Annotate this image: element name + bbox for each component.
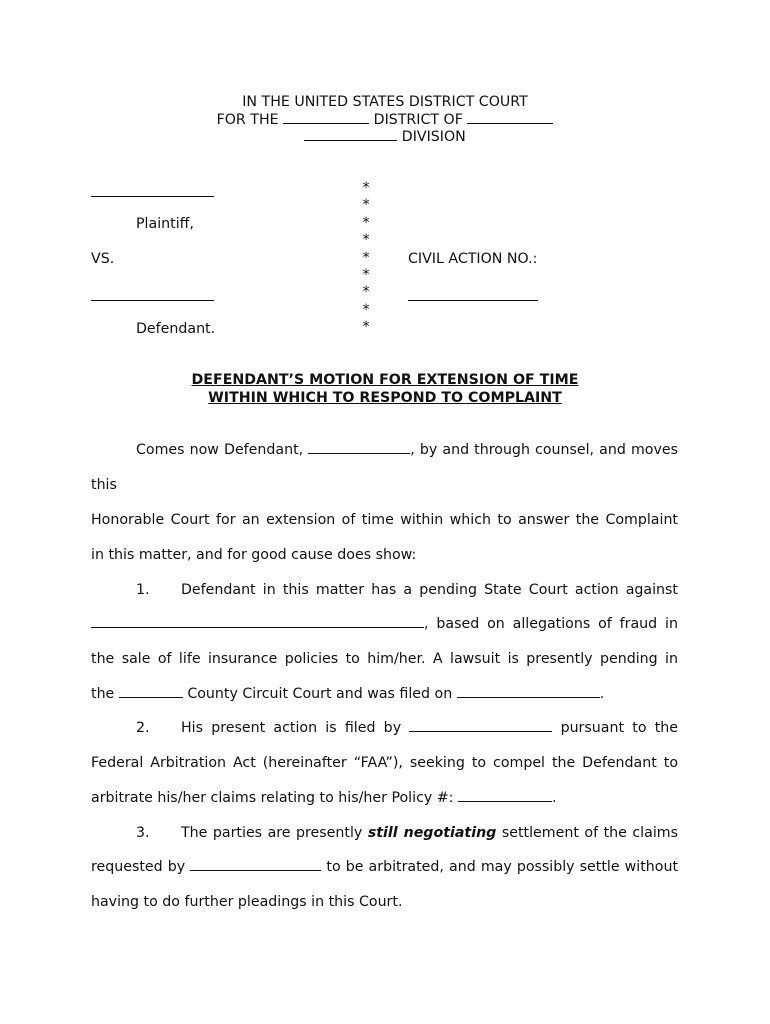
defendant-name-blank[interactable] bbox=[308, 441, 410, 454]
state-court-party-blank[interactable] bbox=[91, 615, 424, 628]
paragraph-2-number: 2. bbox=[136, 720, 150, 736]
civil-action-label: CIVIL ACTION NO.: bbox=[408, 251, 538, 267]
division-label: DIVISION bbox=[401, 129, 466, 145]
emphasis-text: still negotiating bbox=[367, 825, 497, 841]
caption-star: * bbox=[362, 180, 370, 196]
paragraph-2-text: pursuant to the bbox=[560, 720, 679, 736]
intro-text: , by and through counsel, and moves bbox=[410, 442, 678, 458]
policy-number-blank[interactable] bbox=[458, 789, 552, 802]
court-header-line1: IN THE UNITED STATES DISTRICT COURT bbox=[242, 94, 528, 110]
paragraph-1-line3: the sale of life insurance policies to him/her. A lawsuit is presently pending in bbox=[91, 651, 678, 667]
court-header-line3 bbox=[0, 128, 770, 146]
state-blank[interactable] bbox=[467, 111, 553, 124]
caption-divider bbox=[358, 180, 374, 337]
paragraph-2-text: arbitrate his/her claims relating to his/her Policy #: bbox=[91, 790, 454, 806]
paragraph-1-text: , based on allegations of fraud in bbox=[424, 616, 678, 632]
for-the-label: FOR THE bbox=[216, 112, 279, 128]
plaintiff-name-line[interactable] bbox=[91, 196, 214, 197]
paragraph-3-text: settlement of the claims bbox=[501, 825, 678, 841]
caption-star: * bbox=[362, 197, 370, 214]
civil-action-number-line[interactable] bbox=[408, 300, 538, 301]
defendant-name-line[interactable] bbox=[91, 300, 214, 301]
court-header-line2 bbox=[0, 111, 770, 129]
county-blank[interactable] bbox=[119, 685, 183, 698]
district-of-label: DISTRICT OF bbox=[373, 112, 463, 128]
caption-star: * bbox=[362, 284, 370, 301]
intro-line1 bbox=[136, 441, 678, 459]
division-blank[interactable] bbox=[304, 128, 397, 141]
district-blank[interactable] bbox=[283, 111, 369, 124]
paragraph-1-number: 1. bbox=[136, 582, 150, 598]
caption-star: * bbox=[362, 319, 370, 336]
paragraph-1-text: County Circuit Court and was filed on bbox=[187, 686, 453, 702]
caption-star: * bbox=[362, 232, 370, 249]
filer-name-blank[interactable] bbox=[409, 719, 552, 732]
filed-date-blank[interactable] bbox=[457, 685, 600, 698]
paragraph-2-line3 bbox=[91, 789, 556, 807]
paragraph-1-line2 bbox=[91, 615, 678, 633]
paragraph-2-line1 bbox=[181, 719, 678, 737]
paragraph-3-text: requested by bbox=[91, 859, 186, 875]
paragraph-3-text: to be arbitrated, and may possibly settle without bbox=[326, 859, 679, 875]
motion-title-line1: DEFENDANT’S MOTION FOR EXTENSION OF TIME bbox=[191, 372, 579, 388]
paragraph-1-line4 bbox=[91, 685, 604, 703]
intro-line4: in this matter, and for good cause does show: bbox=[91, 547, 417, 563]
intro-line2: this bbox=[91, 477, 117, 493]
plaintiff-label: Plaintiff, bbox=[136, 216, 194, 232]
paragraph-2-text: . bbox=[551, 790, 557, 806]
paragraph-3-number: 3. bbox=[136, 825, 150, 841]
versus-label: VS. bbox=[91, 251, 115, 267]
defendant-label: Defendant. bbox=[136, 321, 216, 337]
paragraph-1-text: . bbox=[599, 686, 605, 702]
paragraph-1-line1: Defendant in this matter has a pending State Court action against bbox=[181, 582, 678, 598]
paragraph-2-text: His present action is filed by bbox=[181, 720, 402, 736]
paragraph-3-text: The parties are presently bbox=[181, 825, 363, 841]
caption-star: * bbox=[362, 301, 370, 318]
caption-star: * bbox=[362, 249, 370, 266]
motion-title-line2: WITHIN WHICH TO RESPOND TO COMPLAINT bbox=[208, 390, 562, 406]
intro-text: Comes now Defendant, bbox=[136, 442, 304, 458]
caption-star: * bbox=[362, 266, 370, 283]
caption-star: * bbox=[362, 214, 370, 231]
paragraph-3-line2 bbox=[91, 858, 678, 876]
paragraph-2-line2: Federal Arbitration Act (hereinafter “FAA”), seeking to compel the Defendant to bbox=[91, 755, 678, 771]
requesting-party-blank[interactable] bbox=[190, 858, 321, 871]
paragraph-1-text: the bbox=[91, 686, 115, 702]
paragraph-3-line1 bbox=[181, 824, 678, 842]
intro-line3: Honorable Court for an extension of time within which to answer the Complaint bbox=[91, 512, 678, 528]
paragraph-3-line3: having to do further pleadings in this Court. bbox=[91, 894, 403, 910]
